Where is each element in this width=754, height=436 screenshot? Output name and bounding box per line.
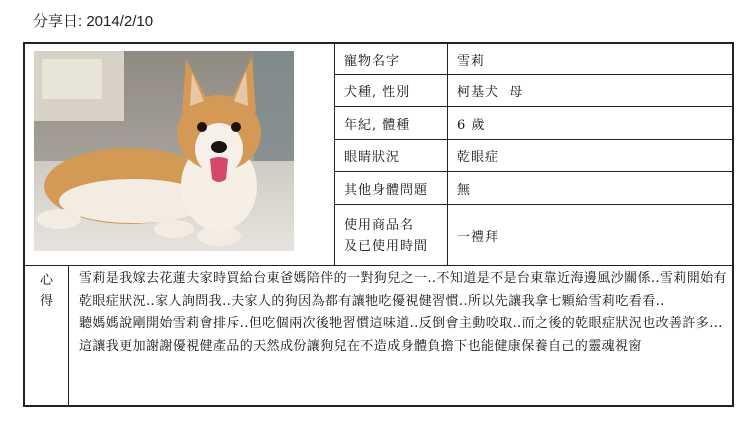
info-value: 乾眼症 [457,150,500,165]
testimonial-paragraph: 聽媽媽說剛開始雪莉會排斥..但吃個兩次後牠習慣這味道..反倒會主動咬取..而之後的乾眼症狀況也改善許多...這讓我更加謝謝優視健產品的天然成份讓狗兒在不造成身體負擔下也能健康保養自己的靈魂視窗 [79,316,723,354]
info-label: 其他身體問題 [335,172,448,204]
info-value: 雪莉 [457,53,486,69]
testimonial-label-char: 心 [39,273,53,288]
info-value: 6 歲 [457,117,486,133]
corgi-image [34,51,294,251]
info-label: 年紀, 體種 [335,107,448,139]
pet-testimonial-card [23,42,734,407]
info-label: 寵物名字 [335,44,448,74]
share-date: 分享日: 2014/2/10 [33,13,154,30]
info-value: 柯基犬 母 [457,85,524,100]
info-row-eye [335,140,734,172]
info-row-age [335,107,734,140]
info-row-name [335,44,734,75]
photo-cell [25,44,335,266]
testimonial-text [79,268,729,358]
dog-photo [34,51,294,251]
info-label: 眼睛狀況 [335,140,448,171]
testimonial-label-char: 得 [39,294,53,309]
section-divider [25,265,734,266]
testimonial-label [25,266,69,407]
info-value: 無 [457,182,472,198]
info-label: 使用商品名 及已使用時間 [335,205,448,266]
info-label: 犬種, 性別 [335,75,448,106]
pet-info-table [335,44,734,266]
info-row-product [335,205,734,266]
info-row-other [335,172,734,205]
info-value: 一禮拜 [457,230,500,245]
testimonial-paragraph: 雪莉是我嫁去花蓮夫家時買給台東爸媽陪伴的一對狗兒之一..不知道是不是台東靠近海邊風沙關係..雪莉開始有乾眼症狀況..家人詢問我..夫家人的狗因為都有讓牠吃優視健習慣..所以先讓我拿七顆給雪莉吃看看.. [79,271,727,309]
info-row-breed [335,75,734,107]
